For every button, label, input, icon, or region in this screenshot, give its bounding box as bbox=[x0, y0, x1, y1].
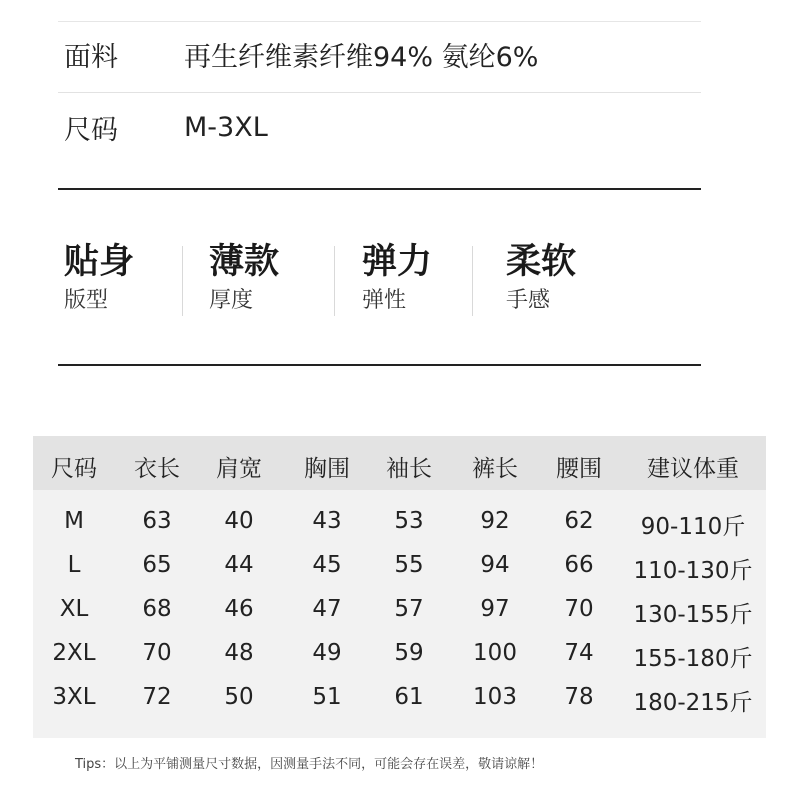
attribute-value: 弹力 bbox=[362, 242, 433, 282]
table-cell: 78 bbox=[564, 684, 594, 710]
attribute-thickness bbox=[209, 240, 279, 320]
section-divider-bottom bbox=[58, 364, 701, 366]
attribute-value: 柔软 bbox=[506, 242, 577, 282]
table-cell: 61 bbox=[394, 684, 424, 710]
table-cell: 74 bbox=[564, 640, 594, 666]
table-cell: 59 bbox=[394, 640, 424, 666]
spec-value: M-3XL bbox=[184, 111, 268, 143]
table-cell: 57 bbox=[394, 596, 424, 622]
table-cell: 90-110斤 bbox=[640, 514, 746, 540]
table-cell: 46 bbox=[224, 596, 254, 622]
table-cell: 70 bbox=[142, 640, 172, 666]
table-cell: 155-180斤 bbox=[633, 646, 753, 672]
table-cell: L bbox=[67, 552, 81, 578]
table-cell: 70 bbox=[564, 596, 594, 622]
attribute-value: 贴身 bbox=[64, 242, 135, 282]
table-cell: 63 bbox=[142, 508, 172, 534]
table-header-row bbox=[33, 436, 766, 490]
table-cell: 53 bbox=[394, 508, 424, 534]
table-header-cell: 尺码 bbox=[51, 456, 97, 482]
table-cell: 62 bbox=[564, 508, 594, 534]
attribute-fit bbox=[64, 240, 134, 320]
table-header-cell: 衣长 bbox=[134, 456, 180, 482]
spec-value: 再生纤维素纤维94% 氨纶6% bbox=[184, 41, 539, 73]
attribute-label: 手感 bbox=[506, 288, 551, 313]
table-cell: 47 bbox=[312, 596, 342, 622]
attribute-separator bbox=[334, 246, 335, 316]
spec-divider bbox=[58, 92, 701, 93]
attribute-label: 弹性 bbox=[362, 288, 407, 313]
table-cell: 50 bbox=[224, 684, 254, 710]
table-cell: 130-155斤 bbox=[633, 602, 753, 628]
table-cell: 103 bbox=[473, 684, 517, 710]
table-cell: 48 bbox=[224, 640, 254, 666]
spec-row-fabric bbox=[58, 30, 701, 78]
table-cell: 72 bbox=[142, 684, 172, 710]
table-cell: 40 bbox=[224, 508, 254, 534]
table-cell: 92 bbox=[480, 508, 510, 534]
attribute-separator bbox=[472, 246, 473, 316]
size-table bbox=[33, 436, 766, 738]
table-cell: 3XL bbox=[52, 684, 96, 710]
table-header-cell: 腰围 bbox=[556, 456, 602, 482]
table-cell: 44 bbox=[224, 552, 254, 578]
table-cell: 51 bbox=[312, 684, 342, 710]
spec-label: 面料 bbox=[64, 41, 118, 73]
table-cell: 100 bbox=[473, 640, 517, 666]
table-header-cell: 肩宽 bbox=[216, 456, 262, 482]
table-cell: 94 bbox=[480, 552, 510, 578]
spec-row-size bbox=[58, 103, 701, 151]
attribute-separator bbox=[182, 246, 183, 316]
attribute-value: 薄款 bbox=[209, 242, 280, 282]
table-cell: XL bbox=[59, 596, 89, 622]
table-cell: 97 bbox=[480, 596, 510, 622]
attribute-elasticity bbox=[362, 240, 432, 320]
table-cell: 110-130斤 bbox=[633, 558, 753, 584]
table-header-cell: 建议体重 bbox=[647, 456, 739, 482]
table-cell: M bbox=[64, 508, 84, 534]
table-header-cell: 胸围 bbox=[304, 456, 350, 482]
table-cell: 2XL bbox=[52, 640, 96, 666]
attribute-label: 厚度 bbox=[209, 288, 254, 313]
table-cell: 55 bbox=[394, 552, 424, 578]
table-cell: 180-215斤 bbox=[633, 690, 753, 716]
spec-label: 尺码 bbox=[64, 114, 118, 146]
table-header-cell: 袖长 bbox=[386, 456, 432, 482]
top-divider bbox=[58, 21, 701, 22]
table-cell: 68 bbox=[142, 596, 172, 622]
table-cell: 65 bbox=[142, 552, 172, 578]
attribute-strip bbox=[58, 240, 701, 320]
table-cell: 49 bbox=[312, 640, 342, 666]
table-cell: 66 bbox=[564, 552, 594, 578]
table-cell: 45 bbox=[312, 552, 342, 578]
tips-note: Tips：以上为平铺测量尺寸数据，因测量手法不同，可能会存在误差，敬请谅解！ bbox=[75, 757, 544, 772]
attribute-feel bbox=[506, 240, 576, 320]
attribute-label: 版型 bbox=[64, 288, 109, 313]
table-cell: 43 bbox=[312, 508, 342, 534]
table-header-cell: 裤长 bbox=[472, 456, 518, 482]
section-divider-top bbox=[58, 188, 701, 190]
